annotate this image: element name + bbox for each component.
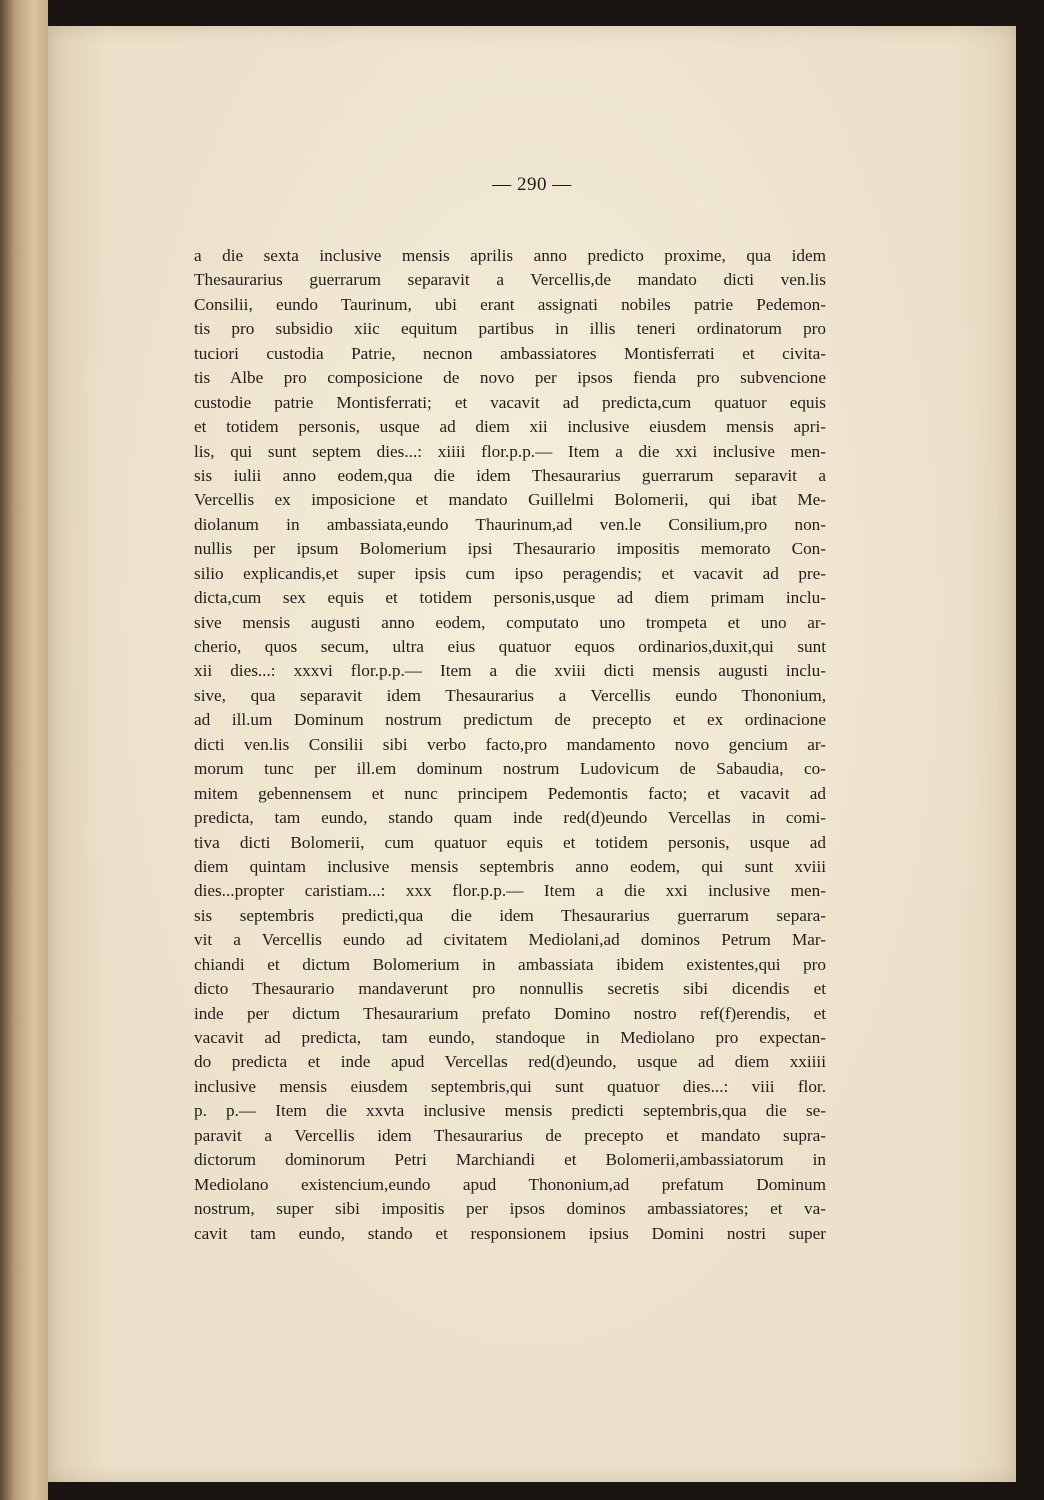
- text-line: custodie patrie Montisferrati; et vacavit ad predicta,cum quatuor equis: [194, 392, 826, 412]
- text-line: nullis per ipsum Bolomerium ipsi Thesaurario impositis memorato Con-: [194, 539, 826, 559]
- text-line: sive, qua separavit idem Thesaurarius a Vercellis eundo Thononium,: [194, 685, 826, 705]
- text-line: inclusive mensis eiusdem septembris,qui sunt quatuor dies...: viii flor.: [194, 1076, 826, 1096]
- text-line: lis, qui sunt septem dies...: xiiii flor.p.p.— Item a die xxi inclusive men-: [194, 441, 826, 461]
- text-line: diem quintam inclusive mensis septembris anno eodem, qui sunt xviii: [194, 856, 826, 876]
- text-line: Mediolano existencium,eundo apud Thononium,ad prefatum Dominum: [194, 1174, 826, 1194]
- text-line: predicta, tam eundo, stando quam inde red(d)eundo Vercellas in comi-: [194, 808, 826, 828]
- text-line: tis pro subsidio xiic equitum partibus in illis teneri ordinatorum pro: [194, 319, 826, 339]
- text-line: cherio, quos secum, ultra eius quatuor equos ordinarios,duxit,qui sunt: [194, 637, 826, 656]
- text-line: mitem gebennensem et nunc principem Pedemontis facto; et vacavit ad: [194, 783, 826, 803]
- text-line: vacavit ad predicta, tam eundo, standoque in Mediolano pro expectan-: [194, 1028, 826, 1047]
- text-line: Thesaurarius guerrarum separavit a Vercellis,de mandato dicti ven.lis: [194, 270, 826, 290]
- book-page: [48, 26, 1016, 1482]
- text-line: et totidem personis, usque ad diem xii inclusive eiusdem mensis apri-: [194, 417, 826, 437]
- text-line: nostrum, super sibi impositis per ipsos dominos ambassiatores; et va-: [194, 1199, 826, 1219]
- page-number: — 290 —: [492, 174, 572, 195]
- text-line: vit a Vercellis eundo ad civitatem Mediolani,ad dominos Petrum Mar-: [194, 930, 826, 950]
- text-line: diolanum in ambassiata,eundo Thaurinum,ad ven.le Consilium,pro non-: [194, 514, 826, 534]
- text-line: xii dies...: xxxvi flor.p.p.— Item a die xviii dicti mensis augusti inclu-: [194, 661, 826, 681]
- text-line: dictorum dominorum Petri Marchiandi et Bolomerii,ambassiatorum in: [194, 1150, 826, 1170]
- text-line: cavit tam eundo, stando et responsionem ipsius Domini nostri super: [194, 1223, 826, 1243]
- text-line: Vercellis ex imposicione et mandato Guillelmi Bolomerii, qui ibat Me-: [194, 490, 826, 510]
- text-line: ad ill.um Dominum nostrum predictum de precepto et ex ordinacione: [194, 710, 826, 730]
- text-line: inde per dictum Thesaurarium prefato Domino nostro ref(f)erendis, et: [194, 1003, 826, 1023]
- text-line: tuciori custodia Patrie, necnon ambassiatores Montisferrati et civita-: [194, 343, 826, 363]
- body-text: [194, 244, 834, 1246]
- text-line: tiva dicti Bolomerii, cum quatuor equis et totidem personis, usque ad: [194, 832, 826, 852]
- text-line: sis septembris predicti,qua die idem Thesaurarius guerrarum separa-: [194, 905, 826, 925]
- text-line: tis Albe pro composicione de novo per ipsos fienda pro subvencione: [194, 368, 826, 388]
- text-line: sive mensis augusti anno eodem, computato uno trompeta et uno ar-: [194, 612, 826, 632]
- text-line: a die sexta inclusive mensis aprilis anno predicto proxime, qua idem: [194, 246, 826, 265]
- text-line: dicti ven.lis Consilii sibi verbo facto,pro mandamento novo gencium ar-: [194, 734, 826, 754]
- text-line: Consilii, eundo Taurinum, ubi erant assignati nobiles patrie Pedemon-: [194, 294, 826, 314]
- previous-page-edge: [0, 0, 48, 1500]
- text-line: morum tunc per ill.em dominum nostrum Ludovicum de Sabaudia, co-: [194, 759, 826, 779]
- text-line: silio explicandis,et super ipsis cum ipso peragendis; et vacavit ad pre-: [194, 563, 826, 583]
- text-line: p. p.— Item die xxvta inclusive mensis predicti septembris,qua die se-: [194, 1101, 826, 1121]
- text-line: chiandi et dictum Bolomerium in ambassiata ibidem existentes,qui pro: [194, 954, 826, 974]
- text-line: dies...propter caristiam...: xxx flor.p.p.— Item a die xxi inclusive men-: [194, 881, 826, 901]
- text-line: sis iulii anno eodem,qua die idem Thesaurarius guerrarum separavit a: [194, 465, 826, 485]
- text-line: dicto Thesaurario mandaverunt pro nonnullis secretis sibi dicendis et: [194, 979, 826, 999]
- text-line: paravit a Vercellis idem Thesaurarius de precepto et mandato supra-: [194, 1125, 826, 1145]
- text-line: do predicta et inde apud Vercellas red(d)eundo, usque ad diem xxiiii: [194, 1052, 826, 1072]
- text-line: dicta,cum sex equis et totidem personis,usque ad diem primam inclu-: [194, 588, 826, 608]
